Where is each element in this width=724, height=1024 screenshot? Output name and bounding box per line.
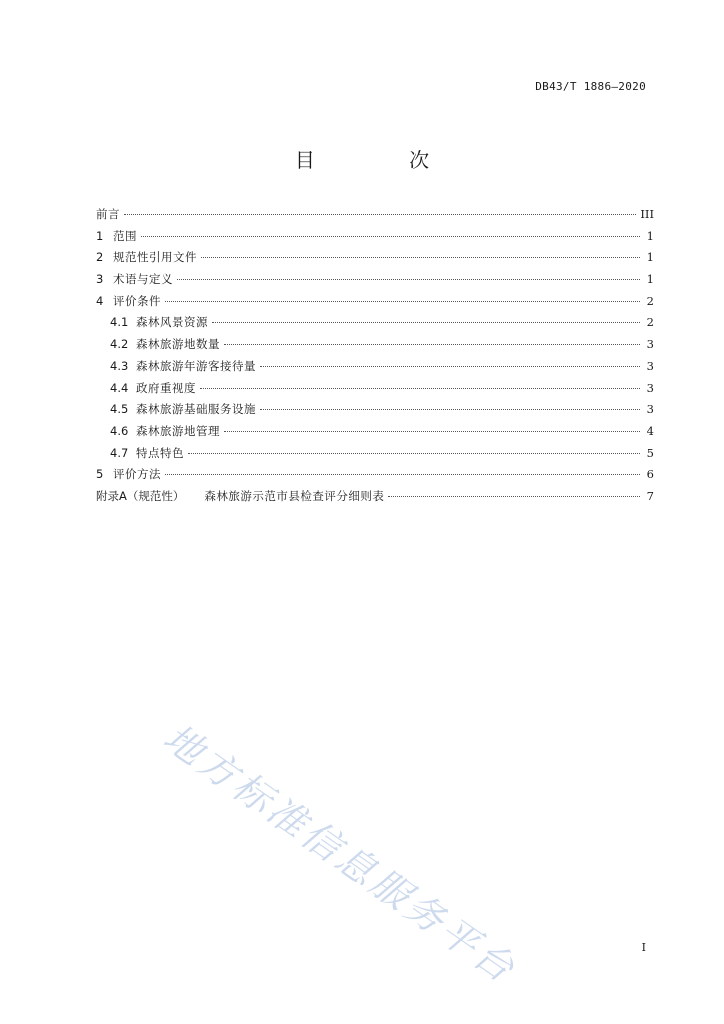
toc-dot-leader: [177, 279, 640, 280]
toc-entry-page: 3: [646, 358, 654, 373]
toc-entry[interactable]: [96, 464, 654, 486]
toc-entry-page: 1: [646, 272, 654, 287]
toc-entry-page: 3: [646, 402, 654, 417]
toc-entry[interactable]: [96, 443, 654, 465]
toc-entry-number: 2: [96, 250, 104, 265]
toc-entry-page: III: [640, 207, 654, 221]
toc-entry-title: 术语与定义: [113, 272, 173, 287]
table-of-contents: [96, 204, 654, 508]
toc-entry[interactable]: [96, 269, 654, 291]
toc-entry-title: 规范性引用文件: [113, 250, 197, 265]
toc-dot-leader: [165, 301, 640, 302]
watermark: 地方标准信息服务平台: [155, 715, 525, 993]
toc-dot-leader: [165, 474, 640, 475]
toc-entry[interactable]: [96, 486, 654, 508]
toc-entry-title: 范围: [113, 228, 137, 243]
toc-entry-number: 4.4: [110, 380, 129, 395]
toc-dot-leader: [200, 388, 640, 389]
toc-entry-title: 森林旅游年游客接待量: [136, 358, 256, 373]
toc-entry-number: 4.6: [110, 423, 129, 438]
toc-entry-page: 1: [646, 250, 654, 265]
toc-entry-title: 森林旅游基础服务设施: [136, 402, 256, 417]
toc-dot-leader: [141, 236, 640, 237]
toc-entry-number: 4.2: [110, 337, 129, 352]
toc-dot-leader: [124, 214, 636, 215]
toc-entry-page: 4: [646, 423, 654, 438]
toc-entry[interactable]: [96, 312, 654, 334]
toc-entry-title: 特点特色: [136, 445, 184, 460]
toc-entry-page: 5: [646, 445, 654, 460]
toc-entry-number: 4.7: [110, 445, 129, 460]
toc-entry-number: 3: [96, 272, 104, 287]
toc-dot-leader: [388, 496, 640, 497]
toc-dot-leader: [224, 344, 640, 345]
toc-entry-title: 森林旅游示范市县检查评分细则表: [204, 488, 385, 503]
toc-entry[interactable]: [96, 356, 654, 378]
toc-entry-title: 前言: [96, 207, 120, 221]
toc-entry[interactable]: [96, 334, 654, 356]
toc-entry-number: 1: [96, 228, 104, 243]
toc-entry[interactable]: [96, 399, 654, 421]
page-number: I: [641, 941, 646, 954]
toc-entry[interactable]: [96, 247, 654, 269]
toc-entry-title: 森林旅游地数量: [136, 337, 220, 352]
document-code: DB43/T 1886—2020: [535, 80, 646, 93]
toc-entry-number: 5: [96, 467, 104, 482]
toc-entry-page: 3: [646, 337, 654, 352]
toc-entry-page: 6: [646, 467, 654, 482]
toc-entry[interactable]: [96, 291, 654, 313]
toc-entry[interactable]: [96, 204, 654, 226]
toc-entry-page: 2: [646, 315, 654, 330]
toc-entry-page: 3: [646, 380, 654, 395]
toc-entry-page: 1: [646, 228, 654, 243]
toc-entry-title: 政府重视度: [136, 380, 196, 395]
toc-entry-number: 附录A（规范性）: [96, 488, 185, 503]
toc-entry-title: 森林旅游地管理: [136, 423, 220, 438]
toc-entry-page: 2: [646, 293, 654, 308]
toc-entry-page: 7: [646, 488, 654, 503]
toc-entry-title: 评价方法: [113, 467, 161, 482]
toc-entry-title: 评价条件: [113, 293, 161, 308]
toc-dot-leader: [260, 409, 640, 410]
toc-dot-leader: [212, 322, 640, 323]
toc-dot-leader: [224, 431, 640, 432]
toc-dot-leader: [188, 453, 640, 454]
page-title: 目 次: [294, 148, 474, 172]
toc-entry[interactable]: [96, 378, 654, 400]
toc-entry-number: 4: [96, 293, 104, 308]
toc-entry-number: 4.3: [110, 358, 129, 373]
toc-entry-number: 4.1: [110, 315, 129, 330]
toc-dot-leader: [260, 366, 640, 367]
toc-entry-number: 4.5: [110, 402, 129, 417]
toc-dot-leader: [201, 257, 640, 258]
toc-entry-title: 森林风景资源: [136, 315, 208, 330]
toc-entry[interactable]: [96, 226, 654, 248]
toc-entry[interactable]: [96, 421, 654, 443]
